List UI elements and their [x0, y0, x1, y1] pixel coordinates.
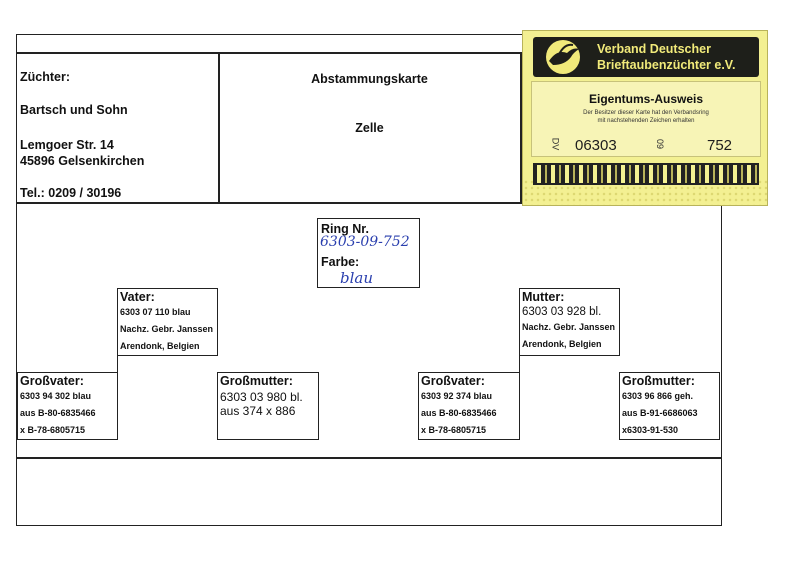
grandparent-line2: aus B-91-6686063 [622, 408, 698, 418]
mother-line1: 6303 03 928 bl. [522, 306, 602, 318]
grandparent-line1: 6303 03 980 bl. [220, 390, 303, 404]
grandparent-line3: x B-78-6805715 [421, 425, 487, 435]
ring-box [317, 218, 420, 288]
father-line2: Nachz. Gebr. Janssen [120, 324, 214, 334]
stamp-org-line1: Verband Deutscher [597, 42, 711, 56]
grandmother-maternal-box [619, 372, 720, 440]
father-label: Vater: [120, 290, 155, 304]
stamp-banner [533, 37, 759, 77]
grandparent-line3: x6303-91-530 [622, 425, 679, 435]
color-handwritten: blau [340, 269, 374, 287]
grandparent-line2: aus B-80-6835466 [421, 408, 497, 418]
grandparent-line1: 6303 94 302 blau [20, 391, 92, 401]
stamp-subtitle-line2: mit nachstehenden Zeichen erhalten [597, 118, 695, 124]
grandparent-line3: x B-78-6805715 [20, 425, 86, 435]
breeder-city: 45896 Gelsenkirchen [20, 154, 145, 168]
stamp-title: Eigentums-Ausweis [588, 92, 704, 106]
stamp-subtitle-line1: Der Besitzer dieser Karte hat den Verbandsring [583, 110, 709, 116]
father-line1: 6303 07 110 blau [120, 307, 191, 317]
stamp-dv: DV [550, 137, 561, 151]
ring-number-handwritten: 6303-09-752 [320, 234, 410, 250]
dove-logo-icon [543, 39, 583, 75]
grandfather-maternal-box [418, 372, 520, 440]
mother-box [519, 288, 620, 356]
mother-line2: Nachz. Gebr. Janssen [522, 322, 616, 332]
father-line3: Arendonk, Belgien [120, 341, 200, 351]
stamp-club-number: 06303 [575, 137, 617, 154]
stamp-year: 09 [655, 138, 666, 150]
grandparent-line1: 6303 92 374 blau [421, 391, 493, 401]
breeder-phone: Tel.: 0209 / 30196 [20, 186, 122, 200]
color-label: Farbe: [321, 255, 360, 269]
stamp-org-line2: Brieftaubenzüchter e.V. [597, 58, 736, 72]
breeder-street: Lemgoer Str. 14 [20, 138, 114, 152]
card-title: Abstammungskarte [311, 72, 428, 86]
footer-divider [16, 457, 722, 459]
breeder-label: Züchter: [20, 70, 70, 84]
grandparent-label: Großmutter: [622, 374, 695, 388]
father-box [117, 288, 218, 356]
grandmother-paternal-box [217, 372, 319, 440]
grandfather-paternal-box [17, 372, 118, 440]
grandparent-line2: aus 374 x 886 [220, 404, 296, 418]
stamp-ring-number: 752 [707, 137, 733, 154]
mother-line3: Arendonk, Belgien [522, 339, 602, 349]
grandparent-label: Großvater: [20, 374, 84, 388]
grandparent-line1: 6303 96 866 geh. [622, 391, 694, 401]
grandparent-label: Großvater: [421, 374, 485, 388]
ownership-stamp [522, 30, 768, 206]
mother-label: Mutter: [522, 290, 565, 304]
ring-label: Ring Nr. [321, 222, 369, 236]
breeder-name: Bartsch und Sohn [20, 103, 128, 117]
stamp-border-pattern [533, 163, 759, 185]
card-subtitle: Zelle [355, 121, 384, 135]
header-divider-top [16, 52, 522, 54]
grandparent-line2: aus B-80-6835466 [20, 408, 96, 418]
grandparent-label: Großmutter: [220, 374, 293, 388]
